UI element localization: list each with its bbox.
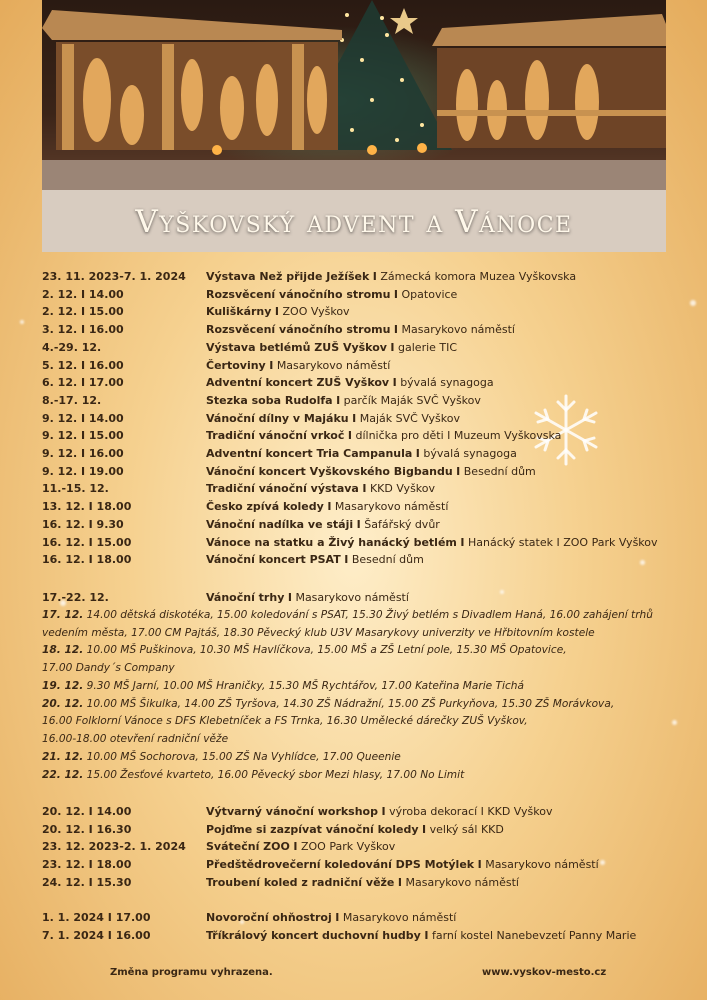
event-name: Předštědrovečerní koledování DPS Motýlek xyxy=(206,858,475,872)
market-schedule-line xyxy=(42,767,672,785)
market-schedule xyxy=(42,607,672,785)
separator: I xyxy=(381,805,386,818)
market-day-program: 16.00-18.00 otevření radniční věže xyxy=(42,733,229,746)
event-date: 16. 12. I 9.30 xyxy=(42,517,124,531)
market-schedule-line xyxy=(42,713,672,731)
christmas-market-section xyxy=(42,589,672,785)
separator: I xyxy=(293,840,298,854)
event-name: Novoroční ohňostroj xyxy=(206,911,332,924)
separator: I xyxy=(397,875,402,889)
event-name: Česko zpívá koledy xyxy=(206,500,324,514)
market-day-program: 15.00 Žesťové kvarteto, 16.00 Pěvecký sbor Mezi hlasy, 17.00 No Limit xyxy=(86,768,465,781)
market-date: 17.-22. 12. xyxy=(42,591,109,604)
event-date: 16. 12. I 18.00 xyxy=(42,553,132,567)
market-schedule-line xyxy=(42,696,672,714)
event-place: Masarykovo náměstí xyxy=(334,500,449,514)
event-row xyxy=(42,357,682,375)
event-place: dílnička pro děti I Muzeum Vyškovska xyxy=(355,429,562,443)
separator: I xyxy=(336,393,341,407)
market-schedule-line xyxy=(42,642,672,660)
event-date: 11.-15. 12. xyxy=(42,482,109,496)
event-name: Tradiční vánoční vrkoč xyxy=(206,429,345,443)
market-place: Masarykovo náměstí xyxy=(295,591,409,604)
market-day-program: 14.00 dětská diskotéka, 15.00 koledování s PSAT, 15.30 Živý betlém s Divadlem Haná, 16.00 zahájení trhů xyxy=(86,608,653,621)
event-name: Čertoviny xyxy=(206,358,266,372)
market-day: 22. 12. xyxy=(42,768,84,781)
event-name: Tradiční vánoční výstava xyxy=(206,482,359,496)
separator: I xyxy=(460,535,465,549)
event-date: 24. 12. I 15.30 xyxy=(42,875,132,889)
event-place: Zámecká komora Muzea Vyškovska xyxy=(380,270,577,283)
event-date: 6. 12. I 17.00 xyxy=(42,376,124,390)
event-date: 2. 12. I 15.00 xyxy=(42,305,124,319)
separator: I xyxy=(422,822,427,836)
event-row xyxy=(42,480,682,498)
separator: I xyxy=(390,340,395,354)
event-date: 23. 12. 2023-2. 1. 2024 xyxy=(42,840,186,854)
market-schedule-line xyxy=(42,660,672,678)
event-name: Výstava Než přijde Ježíšek xyxy=(206,270,370,283)
separator: I xyxy=(477,858,482,872)
separator: I xyxy=(456,464,461,478)
event-row xyxy=(42,838,682,856)
event-row xyxy=(42,927,682,945)
event-date: 7. 1. 2024 I 16.00 xyxy=(42,928,151,942)
market-day-program: 16.00 Folklorní Vánoce s DFS Klebetníček a FS Trnka, 16.30 Umělecké dárečky ZUŠ Vyškov, xyxy=(42,715,528,728)
market-day: 21. 12. xyxy=(42,751,84,764)
event-row xyxy=(42,339,682,357)
event-date: 16. 12. I 15.00 xyxy=(42,535,132,549)
event-place: ZOO Vyškov xyxy=(282,305,350,319)
market-day-program: vedením města, 17.00 CM Pajtáš, 18.30 Pěvecký klub U3V Masarykovy univerzity ve Hřbitovním kostele xyxy=(42,626,595,639)
event-date: 8.-17. 12. xyxy=(42,393,102,407)
event-name: Výtvarný vánoční workshop xyxy=(206,805,378,818)
market-day-program: 17.00 Dandy´s Company xyxy=(42,662,175,675)
event-date: 5. 12. I 16.00 xyxy=(42,358,124,372)
event-row xyxy=(42,909,682,927)
event-name: Sváteční ZOO xyxy=(206,840,290,854)
event-date: 9. 12. I 15.00 xyxy=(42,429,124,443)
separator: I xyxy=(393,287,399,301)
event-list-end xyxy=(42,909,682,944)
event-place: parčík Maják SVČ Vyškov xyxy=(343,393,481,407)
separator: I xyxy=(327,500,332,514)
event-row xyxy=(42,286,682,304)
market-day: 20. 12. xyxy=(42,697,84,710)
event-row xyxy=(42,374,682,392)
hero-photo xyxy=(42,0,666,252)
event-place: Besední dům xyxy=(351,553,424,567)
event-row xyxy=(42,856,682,874)
event-date: 9. 12. I 19.00 xyxy=(42,464,124,478)
event-name: Adventní koncert ZUŠ Vyškov xyxy=(206,376,390,390)
event-date: 23. 11. 2023-7. 1. 2024 xyxy=(42,270,186,283)
event-row xyxy=(42,534,682,552)
event-name: Rozsvěcení vánočního stromu xyxy=(206,323,391,337)
event-name: Rozsvěcení vánočního stromu xyxy=(206,287,391,301)
event-row xyxy=(42,445,682,463)
event-date: 20. 12. I 14.00 xyxy=(42,805,132,818)
event-date: 4.-29. 12. xyxy=(42,340,102,354)
market-day-program: 9.30 MŠ Jarní, 10.00 MŠ Hraničky, 15.30 MŠ Rychtářov, 17.00 Kateřina Marie Tichá xyxy=(86,679,524,692)
event-date: 3. 12. I 16.00 xyxy=(42,323,124,337)
event-place: bývalá synagoga xyxy=(400,376,494,390)
separator: I xyxy=(335,911,340,924)
event-place: Masarykovo náměstí xyxy=(342,911,457,924)
separator: I xyxy=(356,517,361,531)
event-place: Masarykovo náměstí xyxy=(405,875,519,889)
event-name: Vánoční dílny v Majáku xyxy=(206,411,349,425)
event-list-mid xyxy=(42,803,682,892)
separator: I xyxy=(362,482,367,496)
separator: I xyxy=(415,447,420,461)
event-place: velký sál KKD xyxy=(429,822,504,836)
event-name: Adventní koncert Tria Campanula xyxy=(206,447,413,461)
event-date: 23. 12. I 18.00 xyxy=(42,858,132,872)
market-name: Vánoční trhy xyxy=(206,591,285,604)
event-name: Vánoce na statku a Živý hanácký betlém xyxy=(206,535,457,549)
market-day-program: 10.00 MŠ Puškinova, 10.30 MŠ Havlíčkova, 15.00 MŠ a ZŠ Letní pole, 15.30 MŠ Opatovice, xyxy=(86,644,567,657)
event-place: Opatovice xyxy=(401,287,458,301)
event-row xyxy=(42,268,682,286)
market-schedule-line xyxy=(42,731,672,749)
event-place: Maják SVČ Vyškov xyxy=(359,411,461,425)
event-date: 20. 12. I 16.30 xyxy=(42,822,132,836)
market-day: 19. 12. xyxy=(42,679,84,692)
event-name: Troubení koled z radniční věže xyxy=(206,875,395,889)
event-date: 9. 12. I 14.00 xyxy=(42,411,124,425)
page-title: Vyškovský advent a Vánoce xyxy=(135,204,573,240)
event-name: Tříkrálový koncert duchovní hudby xyxy=(206,928,421,942)
footer-website-link[interactable]: www.vyskov-mesto.cz xyxy=(482,967,607,978)
separator: I xyxy=(372,270,377,283)
event-row xyxy=(42,463,682,481)
event-place: bývalá synagoga xyxy=(423,447,517,461)
separator: I xyxy=(269,358,274,372)
event-date: 1. 1. 2024 I 17.00 xyxy=(42,911,151,924)
market-schedule-line xyxy=(42,625,672,643)
market-day: 18. 12. xyxy=(42,644,84,657)
event-date: 13. 12. I 18.00 xyxy=(42,500,132,514)
event-row xyxy=(42,392,682,410)
event-name: Výstava betlémů ZUŠ Vyškov xyxy=(206,340,387,354)
event-row xyxy=(42,427,682,445)
event-place: farní kostel Nanebevzetí Panny Marie xyxy=(431,928,637,942)
market-day-program: 10.00 MŠ Sochorova, 15.00 ZŠ Na Vyhlídce, 17.00 Queenie xyxy=(86,751,401,764)
event-place: Masarykovo náměstí xyxy=(276,358,391,372)
event-name: Pojďme si zazpívat vánoční koledy xyxy=(206,822,419,836)
event-place: galerie TIC xyxy=(398,340,458,354)
event-row xyxy=(42,498,682,516)
event-list-top xyxy=(42,268,682,569)
event-place: Masarykovo náměstí xyxy=(401,323,515,337)
market-schedule-line xyxy=(42,678,672,696)
event-row xyxy=(42,821,682,839)
event-name: Vánoční nadílka ve stáji xyxy=(206,517,354,531)
separator: I xyxy=(424,928,429,942)
event-place: ZOO Park Vyškov xyxy=(300,840,396,854)
event-place: Masarykovo náměstí xyxy=(485,858,599,872)
event-row xyxy=(42,321,682,339)
event-place: KKD Vyškov xyxy=(369,482,436,496)
event-place: Hanácký statek I ZOO Park Vyškov xyxy=(467,535,658,549)
event-place: Besední dům xyxy=(463,464,536,478)
separator: I xyxy=(393,323,399,337)
event-name: Vánoční koncert PSAT xyxy=(206,553,341,567)
separator: I xyxy=(352,411,357,425)
event-name: Stezka soba Rudolfa xyxy=(206,393,333,407)
event-row xyxy=(42,410,682,428)
event-date: 2. 12. I 14.00 xyxy=(42,287,124,301)
event-row xyxy=(42,551,682,569)
separator: I xyxy=(392,376,397,390)
market-day-program: 10.00 MŠ Šikulka, 14.00 ZŠ Tyršova, 14.30 ZŠ Nádražní, 15.00 ZŠ Purkyňova, 15.30 ZŠ Morávkova, xyxy=(86,697,615,710)
event-row xyxy=(42,803,682,821)
separator: I xyxy=(274,305,280,319)
event-place: výroba dekorací I KKD Vyškov xyxy=(389,805,553,818)
footer-note: Změna programu vyhrazena. xyxy=(110,967,273,978)
event-row xyxy=(42,516,682,534)
event-name: Vánoční koncert Vyškovského Bigbandu xyxy=(206,464,453,478)
event-name: Kuliškárny xyxy=(206,305,272,319)
market-schedule-line xyxy=(42,607,672,625)
event-row xyxy=(42,874,682,892)
market-header-row: 17.-22. 12. Vánoční trhy I Masarykovo náměstí xyxy=(42,589,672,607)
event-row xyxy=(42,303,682,321)
market-schedule-line xyxy=(42,749,672,767)
separator: I xyxy=(344,553,349,567)
separator: I xyxy=(347,429,352,443)
market-day: 17. 12. xyxy=(42,608,84,621)
event-place: Šafářský dvůr xyxy=(364,517,440,531)
event-date: 9. 12. I 16.00 xyxy=(42,447,124,461)
